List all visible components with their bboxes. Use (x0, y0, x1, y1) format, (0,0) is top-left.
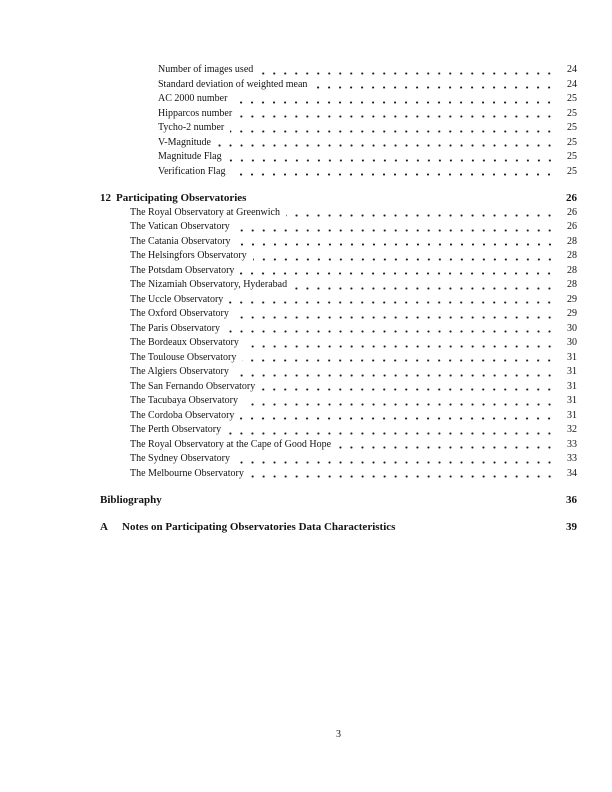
dot-leader (240, 409, 555, 424)
toc-entry-page: 28 (567, 264, 577, 276)
section-heading[interactable] (100, 520, 577, 535)
section-page: 26 (566, 192, 577, 204)
toc-entry[interactable] (100, 235, 577, 250)
dot-leader (227, 423, 555, 438)
toc-entry-page: 25 (567, 136, 577, 148)
dot-leader (245, 336, 555, 351)
dot-leader (259, 63, 555, 78)
toc-entry-page: 33 (567, 453, 577, 464)
toc-entry-label: The Tacubaya Observatory (130, 395, 238, 406)
toc-entry[interactable] (100, 336, 577, 351)
dot-leader (235, 365, 555, 380)
toc-entry-page: 28 (567, 235, 577, 247)
toc-entry-page: 31 (567, 395, 577, 406)
toc-entry-page: 26 (567, 221, 577, 232)
toc-entry[interactable] (100, 150, 577, 165)
section-heading[interactable] (100, 191, 577, 206)
toc-entry-page: 28 (567, 279, 577, 290)
toc-entry-page: 31 (567, 366, 577, 377)
toc-entry[interactable] (100, 467, 577, 482)
toc-entry-page: 30 (567, 322, 577, 334)
dot-leader (229, 293, 555, 308)
section-entries (100, 206, 577, 482)
dot-leader (313, 78, 555, 93)
toc-entry-page: 29 (567, 308, 577, 319)
toc-entry-label: Tycho-2 number (158, 122, 225, 133)
dot-leader (286, 206, 555, 221)
toc-entry-page: 28 (567, 250, 577, 261)
toc-entry-page: 25 (567, 93, 577, 104)
section-title: Notes on Participating Observatories Data Characteristics (122, 520, 396, 533)
toc-entry-label: The Helsingfors Observatory (130, 250, 247, 261)
dot-leader (337, 438, 555, 453)
toc-entry-page: 25 (567, 107, 577, 119)
table-of-contents (100, 63, 577, 534)
toc-entry-label: The Royal Observatory at the Cape of Good Hope (130, 438, 332, 450)
dot-leader (226, 322, 555, 337)
toc-entry-page: 34 (567, 467, 577, 479)
page-number-footer: 3 (336, 729, 341, 740)
toc-entry-page: 29 (567, 293, 577, 305)
dot-leader (228, 150, 555, 165)
toc-entry-page: 31 (567, 380, 577, 392)
toc-entry-page: 24 (567, 64, 577, 75)
toc-entry[interactable] (100, 278, 577, 293)
dot-leader (217, 136, 555, 151)
toc-entry[interactable] (100, 351, 577, 366)
toc-entry-page: 24 (567, 78, 577, 90)
toc-entry[interactable] (100, 206, 577, 221)
toc-entry[interactable] (100, 63, 577, 78)
toc-entry-label: Standard deviation of weighted mean (158, 78, 308, 90)
section-number: 12 (100, 192, 111, 204)
toc-entry-label: Hipparcos number (158, 107, 233, 119)
section-heading[interactable] (100, 493, 577, 508)
toc-entry-label: The Uccle Observatory (130, 293, 224, 305)
toc-entry-label: Verification Flag (158, 165, 226, 177)
dot-leader (230, 121, 555, 136)
dot-leader (244, 394, 555, 409)
toc-entry[interactable] (100, 293, 577, 308)
toc-entry-label: The Nizamiah Observatory, Hyderabad (130, 279, 288, 290)
toc-entry[interactable] (100, 322, 577, 337)
toc-entry-page: 25 (567, 165, 577, 177)
dot-leader (235, 307, 555, 322)
toc-entry[interactable] (100, 365, 577, 380)
dot-leader (237, 235, 555, 250)
dot-leader (240, 264, 555, 279)
toc-entry[interactable] (100, 165, 577, 180)
toc-entry-page: 25 (567, 151, 577, 162)
toc-entry-label: The Royal Observatory at Greenwich (130, 206, 280, 218)
section-title: Bibliography (100, 494, 162, 506)
toc-entry-label: The Cordoba Observatory (130, 409, 235, 421)
toc-entry-label: The Vatican Observatory (130, 221, 230, 232)
toc-entry-label: The Bordeaux Observatory (130, 337, 239, 348)
dot-leader (242, 351, 555, 366)
toc-entry-label: The Potsdam Observatory (130, 264, 235, 276)
toc-entry-page: 32 (567, 424, 577, 435)
toc-entry[interactable] (100, 452, 577, 467)
toc-entry[interactable] (100, 136, 577, 151)
toc-entry[interactable] (100, 249, 577, 264)
toc-entry-label: The Catania Observatory (130, 235, 231, 247)
toc-entry-label: Magnitude Flag (158, 151, 222, 162)
dot-leader (250, 467, 555, 482)
toc-entry-page: 25 (567, 122, 577, 133)
dot-leader (236, 452, 555, 467)
section-page: 39 (566, 520, 577, 533)
toc-entry[interactable] (100, 409, 577, 424)
dot-leader (236, 220, 555, 235)
toc-entry-label: Number of images used (158, 64, 254, 75)
toc-entry-page: 31 (567, 351, 577, 363)
toc-entry[interactable] (100, 264, 577, 279)
toc-entry-page: 33 (567, 438, 577, 450)
toc-entry-page: 30 (567, 337, 577, 348)
dot-leader (233, 92, 555, 107)
toc-entry[interactable] (100, 121, 577, 136)
toc-entry-label: The Perth Observatory (130, 424, 222, 435)
dot-leader (253, 249, 555, 264)
toc-entry[interactable] (100, 394, 577, 409)
toc-entry[interactable] (100, 380, 577, 395)
toc-entry[interactable] (100, 78, 577, 93)
toc-entry-label: The San Fernando Observatory (130, 380, 256, 392)
toc-entry-label: The Algiers Observatory (130, 366, 229, 377)
toc-entry-label: The Melbourne Observatory (130, 467, 244, 479)
toc-entry[interactable] (100, 107, 577, 122)
toc-entry[interactable] (100, 423, 577, 438)
dot-leader (293, 278, 555, 293)
dot-leader (261, 380, 555, 395)
toc-entry[interactable] (100, 220, 577, 235)
toc-entry-page: 31 (567, 409, 577, 421)
toc-entry[interactable] (100, 438, 577, 453)
toc-entry[interactable] (100, 92, 577, 107)
section-number: A (100, 520, 108, 533)
toc-entry-page: 26 (567, 206, 577, 218)
section-title: Participating Observatories (116, 192, 247, 204)
toc-entry-label: The Toulouse Observatory (130, 351, 237, 363)
section-page: 36 (566, 494, 577, 506)
toc-entry[interactable] (100, 307, 577, 322)
toc-entry-label: The Sydney Observatory (130, 453, 230, 464)
toc-entry-label: AC 2000 number (158, 93, 228, 104)
toc-entry-label: The Oxford Observatory (130, 308, 229, 319)
dot-leader (231, 165, 555, 180)
dot-leader (238, 107, 555, 122)
toc-entry-label: V-Magnitude (158, 136, 211, 148)
toc-entry-label: The Paris Observatory (130, 322, 220, 334)
